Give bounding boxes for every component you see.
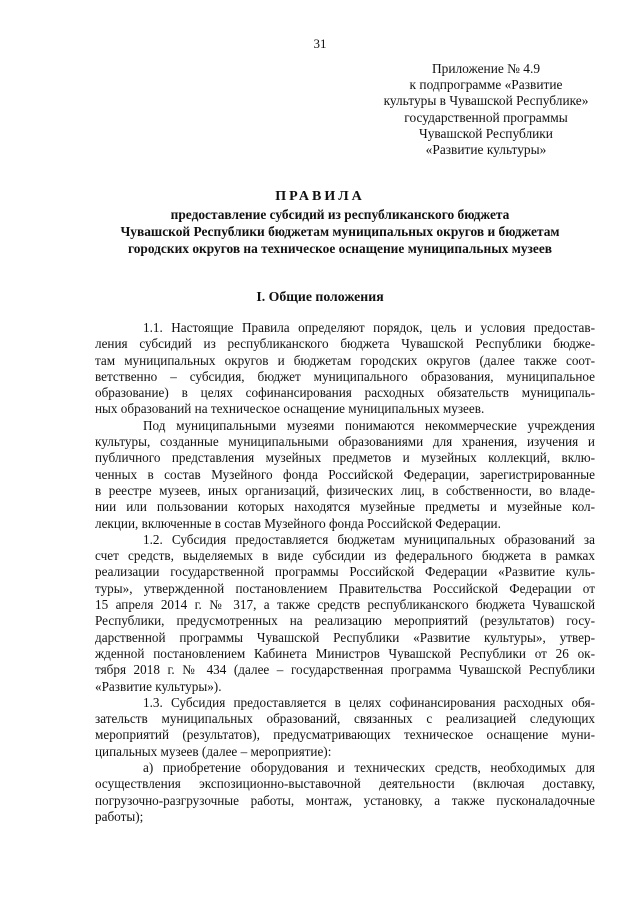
paragraph-line: лекции, включенные в состав Музейного фонда Российской Федерации. [95, 515, 501, 531]
paragraph-line: дарственной программы Чувашской Республики «Развитие культуры», утвер- [95, 629, 595, 645]
document-title: ПРАВИЛА [275, 189, 365, 204]
appendix-block [376, 61, 596, 158]
paragraph-line: тября 2018 г. № 434 (далее – государственная программа Чувашской Республики [95, 662, 595, 678]
paragraph-line: погрузочно-разгрузочные работы, монтаж, установку, а также пусконаладочные [95, 792, 595, 808]
appendix-line: культуры в Чувашской Республике» [383, 93, 589, 109]
paragraph-line: «Развитие культуры»). [95, 678, 222, 694]
paragraph-line: 1.3. Субсидия предоставляется в целях софинансирования расходных обя- [143, 694, 595, 710]
paragraph-line: образование) в целях софинансирования расходных обязательств муниципаль- [95, 385, 595, 401]
document-subtitle [80, 207, 600, 257]
paragraph-line: 15 апреля 2014 г. № 317, а также средств республиканского бюджета Чувашской [95, 597, 595, 613]
paragraph-line: там муниципальных округов и бюджетам городских округов (далее также соот- [95, 352, 595, 368]
paragraph-line: реализации государственной программы Российской Федерации «Развитие куль- [95, 564, 595, 580]
appendix-line: к подпрограмме «Развитие [409, 77, 563, 93]
paragraph-line: счет средств, выделяемых в виде субсидии из федерального бюджета в рамках [95, 548, 595, 564]
appendix-line: Приложение № 4.9 [431, 61, 541, 76]
paragraph-line: жденной постановлением Кабинета Министров Чувашской Республики от 26 ок- [95, 645, 595, 661]
paragraph-line: нии или пользовании которых находятся музейные предметы и музейные кол- [95, 499, 595, 515]
paragraph [95, 532, 595, 695]
section-heading: I. Общие положения [256, 289, 384, 304]
appendix-line: Чувашской Республики [419, 125, 553, 141]
subtitle-line: предоставление субсидий из республиканского бюджета [170, 207, 510, 222]
paragraph-line: мероприятий (результатов), предусматривающих техническое оснащение муни- [95, 727, 595, 743]
paragraph-line: ципальных музеев (далее – мероприятие): [95, 743, 332, 759]
paragraph-line: ветственно – субсидия, бюджет муниципального образования, муниципальное [95, 368, 595, 384]
paragraph-line: туры», утвержденной постановлением Правительства Российской Федерации от [95, 580, 595, 596]
appendix-line: «Развитие культуры» [425, 142, 547, 158]
page-number: 31 [313, 36, 327, 51]
paragraph [95, 760, 595, 825]
paragraph-line: осуществления экспозиционно-выставочной деятельности (включая доставку, [95, 776, 595, 792]
paragraph-line: в реестре музеев, иных организаций, физических лиц, в собственности, во владе- [95, 482, 595, 498]
body-text [95, 320, 595, 825]
paragraph-line: 1.2. Субсидия предоставляется бюджетам муниципальных образований за [143, 531, 595, 547]
paragraph-line: ченных в состав Музейного фонда Российской Федерации, зарегистрированные [95, 466, 595, 482]
paragraph-line: культуры, созданные муниципальными образованиями для хранения, изучения и [95, 434, 595, 450]
paragraph-line: ных образований на техническое оснащение муниципальных музеев. [95, 401, 485, 417]
paragraph-line: работы); [95, 808, 144, 824]
paragraph [95, 320, 595, 418]
paragraph-line: ления субсидий из республиканского бюджета Чувашской Республики бюдже- [95, 336, 595, 352]
paragraph-line: зательств муниципальных образований, связанных с реализацией следующих [95, 711, 595, 727]
subtitle-line: Чувашской Республики бюджетам муниципальных округов и бюджетам [120, 223, 560, 239]
paragraph [95, 695, 595, 760]
paragraph-line: а) приобретение оборудования и технических средств, необходимых для [143, 760, 595, 776]
paragraph-line: 1.1. Настоящие Правила определяют порядок, цель и условия предостав- [143, 320, 595, 335]
appendix-line: государственной программы [404, 109, 568, 125]
paragraph-line: публичного представления музейных предметов и музейных коллекций, вклю- [95, 450, 595, 466]
subtitle-line: городских округов на техническое оснащение муниципальных музеев [127, 240, 553, 256]
paragraph-line: Республики, предусмотренных на реализацию мероприятий (результатов) госу- [95, 613, 595, 629]
paragraph-line: Под муниципальными музеями понимаются некоммерческие учреждения [143, 417, 595, 433]
paragraph [95, 418, 595, 532]
